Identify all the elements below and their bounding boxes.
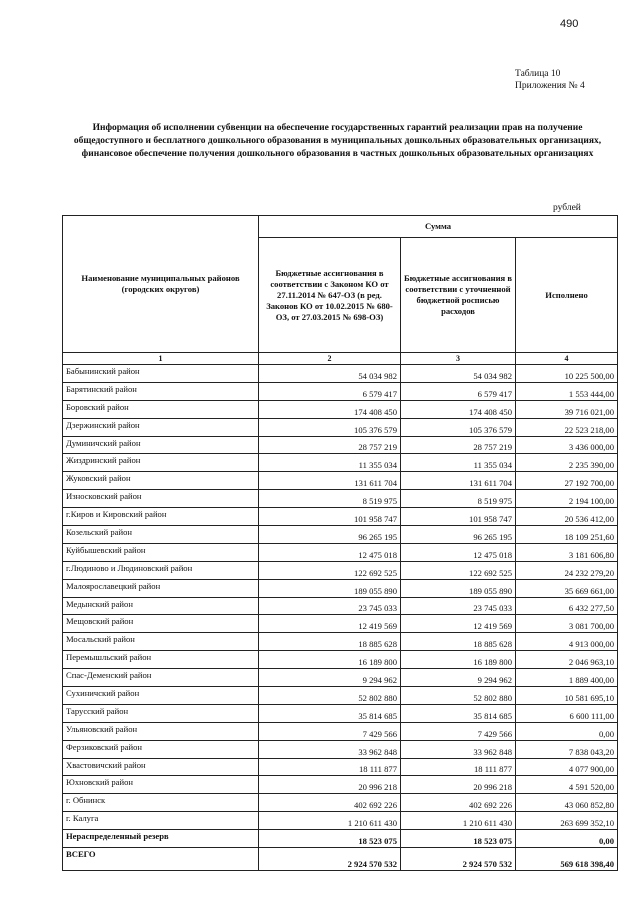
cell-district-name: Козельский район — [63, 526, 259, 544]
cell-law-amount: 18 885 628 — [259, 633, 401, 651]
cell-plan-amount: 52 802 880 — [401, 687, 516, 705]
cell-law-amount: 101 958 747 — [259, 508, 401, 526]
cell-law-amount: 9 294 962 — [259, 669, 401, 687]
cell-executed-amount: 10 225 500,00 — [516, 365, 618, 383]
cell-plan-amount: 11 355 034 — [401, 454, 516, 472]
table-row — [63, 687, 618, 705]
table-reference — [515, 68, 585, 92]
cell-law-amount: 2 924 570 532 — [259, 848, 401, 871]
cell-executed-amount: 2 046 963,10 — [516, 651, 618, 669]
table-row — [63, 400, 618, 418]
table-row — [63, 436, 618, 454]
cell-executed-amount: 1 553 444,00 — [516, 382, 618, 400]
cell-district-name: Бабынинский район — [63, 365, 259, 383]
title-line-1: Информация об исполнении субвенции на обеспечение государственных гарантий реализации прав на получение — [92, 123, 583, 133]
column-header-summa: Сумма — [259, 216, 618, 238]
cell-plan-amount: 189 055 890 — [401, 579, 516, 597]
cell-district-name: ВСЕГО — [63, 848, 259, 871]
cell-plan-amount: 9 294 962 — [401, 669, 516, 687]
cell-law-amount: 18 523 075 — [259, 830, 401, 848]
cell-executed-amount: 6 600 111,00 — [516, 704, 618, 722]
cell-plan-amount: 174 408 450 — [401, 400, 516, 418]
cell-executed-amount: 39 716 021,00 — [516, 400, 618, 418]
cell-law-amount: 7 429 566 — [259, 722, 401, 740]
cell-executed-amount: 2 194 100,00 — [516, 490, 618, 508]
cell-plan-amount: 7 429 566 — [401, 722, 516, 740]
cell-plan-amount: 12 419 569 — [401, 615, 516, 633]
table-row — [63, 758, 618, 776]
column-header-law: Бюджетные ассигнования в соответствии с Законом КО от 27.11.2014 № 647-ОЗ (в ред. Законов КО от 10.02.2015 № 680-ОЗ, от 27.03.2015 № 698-ОЗ) — [259, 238, 401, 353]
cell-district-name: г.Киров и Кировский район — [63, 508, 259, 526]
cell-law-amount: 8 519 975 — [259, 490, 401, 508]
cell-executed-amount: 0,00 — [516, 830, 618, 848]
cell-executed-amount: 263 699 352,10 — [516, 812, 618, 830]
cell-law-amount: 96 265 195 — [259, 526, 401, 544]
cell-plan-amount: 16 189 800 — [401, 651, 516, 669]
table-row — [63, 722, 618, 740]
cell-district-name: Спас-Деменский район — [63, 669, 259, 687]
column-index-2: 2 — [259, 353, 401, 365]
cell-district-name: Износковский район — [63, 490, 259, 508]
cell-district-name: Ферзиковский район — [63, 740, 259, 758]
cell-district-name: Сухиничский район — [63, 687, 259, 705]
title-line-2: общедоступного и бесплатного дошкольного образования в муниципальных дошкольных образовательных организациях, — [73, 136, 602, 146]
cell-plan-amount: 402 692 226 — [401, 794, 516, 812]
cell-executed-amount: 4 077 900,00 — [516, 758, 618, 776]
cell-district-name: Куйбышевский район — [63, 543, 259, 561]
cell-executed-amount: 569 618 398,40 — [516, 848, 618, 871]
subvention-table — [62, 215, 618, 871]
cell-district-name: Хвастовичский район — [63, 758, 259, 776]
units-label: рублей — [553, 203, 581, 213]
cell-executed-amount: 4 913 000,00 — [516, 633, 618, 651]
cell-district-name: Мосальский район — [63, 633, 259, 651]
table-row — [63, 615, 618, 633]
table-row — [63, 365, 618, 383]
cell-district-name: Мещовский район — [63, 615, 259, 633]
cell-law-amount: 189 055 890 — [259, 579, 401, 597]
cell-executed-amount: 20 536 412,00 — [516, 508, 618, 526]
table-row — [63, 597, 618, 615]
cell-district-name: Перемышльский район — [63, 651, 259, 669]
cell-executed-amount: 24 232 279,20 — [516, 561, 618, 579]
cell-plan-amount: 101 958 747 — [401, 508, 516, 526]
cell-executed-amount: 27 192 700,00 — [516, 472, 618, 490]
cell-district-name: Тарусский район — [63, 704, 259, 722]
cell-district-name: Дзержинский район — [63, 418, 259, 436]
cell-district-name: Медынский район — [63, 597, 259, 615]
cell-plan-amount: 8 519 975 — [401, 490, 516, 508]
cell-law-amount: 35 814 685 — [259, 704, 401, 722]
cell-law-amount: 16 189 800 — [259, 651, 401, 669]
cell-district-name: Жуковский район — [63, 472, 259, 490]
cell-executed-amount: 22 523 218,00 — [516, 418, 618, 436]
cell-district-name: Ульяновский район — [63, 722, 259, 740]
document-title — [55, 122, 620, 161]
cell-plan-amount: 105 376 579 — [401, 418, 516, 436]
cell-executed-amount: 2 235 390,00 — [516, 454, 618, 472]
cell-plan-amount: 18 111 877 — [401, 758, 516, 776]
table-number: Таблица 10 — [515, 69, 561, 79]
cell-plan-amount: 1 210 611 430 — [401, 812, 516, 830]
table-row — [63, 794, 618, 812]
table-row — [63, 490, 618, 508]
cell-law-amount: 23 745 033 — [259, 597, 401, 615]
table-body — [63, 365, 618, 871]
cell-plan-amount: 54 034 982 — [401, 365, 516, 383]
cell-law-amount: 402 692 226 — [259, 794, 401, 812]
table-row — [63, 776, 618, 794]
cell-law-amount: 33 962 848 — [259, 740, 401, 758]
cell-plan-amount: 35 814 685 — [401, 704, 516, 722]
cell-executed-amount: 1 889 400,00 — [516, 669, 618, 687]
cell-law-amount: 54 034 982 — [259, 365, 401, 383]
cell-plan-amount: 18 523 075 — [401, 830, 516, 848]
cell-law-amount: 122 692 525 — [259, 561, 401, 579]
table-row — [63, 526, 618, 544]
cell-law-amount: 18 111 877 — [259, 758, 401, 776]
cell-executed-amount: 3 081 700,00 — [516, 615, 618, 633]
cell-executed-amount: 43 060 852,80 — [516, 794, 618, 812]
cell-district-name: г. Обнинск — [63, 794, 259, 812]
table-row — [63, 633, 618, 651]
table-row — [63, 740, 618, 758]
cell-executed-amount: 3 181 606,80 — [516, 543, 618, 561]
cell-district-name: Нераспределенный резерв — [63, 830, 259, 848]
table-row — [63, 382, 618, 400]
cell-law-amount: 28 757 219 — [259, 436, 401, 454]
cell-plan-amount: 2 924 570 532 — [401, 848, 516, 871]
cell-law-amount: 12 419 569 — [259, 615, 401, 633]
table-row — [63, 543, 618, 561]
cell-plan-amount: 18 885 628 — [401, 633, 516, 651]
cell-plan-amount: 96 265 195 — [401, 526, 516, 544]
column-index-1: 1 — [63, 353, 259, 365]
cell-plan-amount: 28 757 219 — [401, 436, 516, 454]
table-row — [63, 812, 618, 830]
title-line-3: финансовое обеспечение получения дошкольного образования в частных дошкольных образовательных организациях — [81, 149, 594, 159]
cell-district-name: Жиздринский район — [63, 454, 259, 472]
cell-executed-amount: 6 432 277,50 — [516, 597, 618, 615]
cell-district-name: Боровский район — [63, 400, 259, 418]
cell-executed-amount: 7 838 043,20 — [516, 740, 618, 758]
cell-district-name: г. Калуга — [63, 812, 259, 830]
table-row — [63, 579, 618, 597]
cell-law-amount: 12 475 018 — [259, 543, 401, 561]
cell-law-amount: 11 355 034 — [259, 454, 401, 472]
cell-executed-amount: 3 436 000,00 — [516, 436, 618, 454]
table-row — [63, 704, 618, 722]
cell-law-amount: 174 408 450 — [259, 400, 401, 418]
cell-plan-amount: 122 692 525 — [401, 561, 516, 579]
page-number: 490 — [560, 18, 579, 30]
cell-law-amount: 52 802 880 — [259, 687, 401, 705]
cell-plan-amount: 6 579 417 — [401, 382, 516, 400]
cell-executed-amount: 10 581 695,10 — [516, 687, 618, 705]
cell-plan-amount: 23 745 033 — [401, 597, 516, 615]
cell-district-name: Юхновский район — [63, 776, 259, 794]
appendix-number: Приложения № 4 — [515, 81, 585, 91]
cell-plan-amount: 20 996 218 — [401, 776, 516, 794]
column-index-4: 4 — [516, 353, 618, 365]
cell-law-amount: 105 376 579 — [259, 418, 401, 436]
table-row — [63, 669, 618, 687]
cell-executed-amount: 35 669 661,00 — [516, 579, 618, 597]
column-header-name: Наименование муниципальных районов (городских округов) — [63, 216, 259, 353]
cell-law-amount: 131 611 704 — [259, 472, 401, 490]
cell-executed-amount: 18 109 251,60 — [516, 526, 618, 544]
cell-executed-amount: 0,00 — [516, 722, 618, 740]
cell-district-name: Барятинский район — [63, 382, 259, 400]
column-index-3: 3 — [401, 353, 516, 365]
cell-plan-amount: 33 962 848 — [401, 740, 516, 758]
cell-law-amount: 6 579 417 — [259, 382, 401, 400]
cell-plan-amount: 12 475 018 — [401, 543, 516, 561]
cell-district-name: Малоярославецкий район — [63, 579, 259, 597]
cell-law-amount: 20 996 218 — [259, 776, 401, 794]
column-header-plan: Бюджетные ассигнования в соответствии с уточненной бюджетной росписью расходов — [401, 238, 516, 353]
column-header-done: Исполнено — [516, 238, 618, 353]
cell-plan-amount: 131 611 704 — [401, 472, 516, 490]
table-row — [63, 848, 618, 871]
table-row — [63, 651, 618, 669]
cell-district-name: г.Людиново и Людиновский район — [63, 561, 259, 579]
cell-executed-amount: 4 591 520,00 — [516, 776, 618, 794]
table-row — [63, 561, 618, 579]
cell-law-amount: 1 210 611 430 — [259, 812, 401, 830]
table-row — [63, 454, 618, 472]
table-row — [63, 418, 618, 436]
table-row — [63, 508, 618, 526]
table-row — [63, 472, 618, 490]
table-row — [63, 830, 618, 848]
cell-district-name: Думиничский район — [63, 436, 259, 454]
